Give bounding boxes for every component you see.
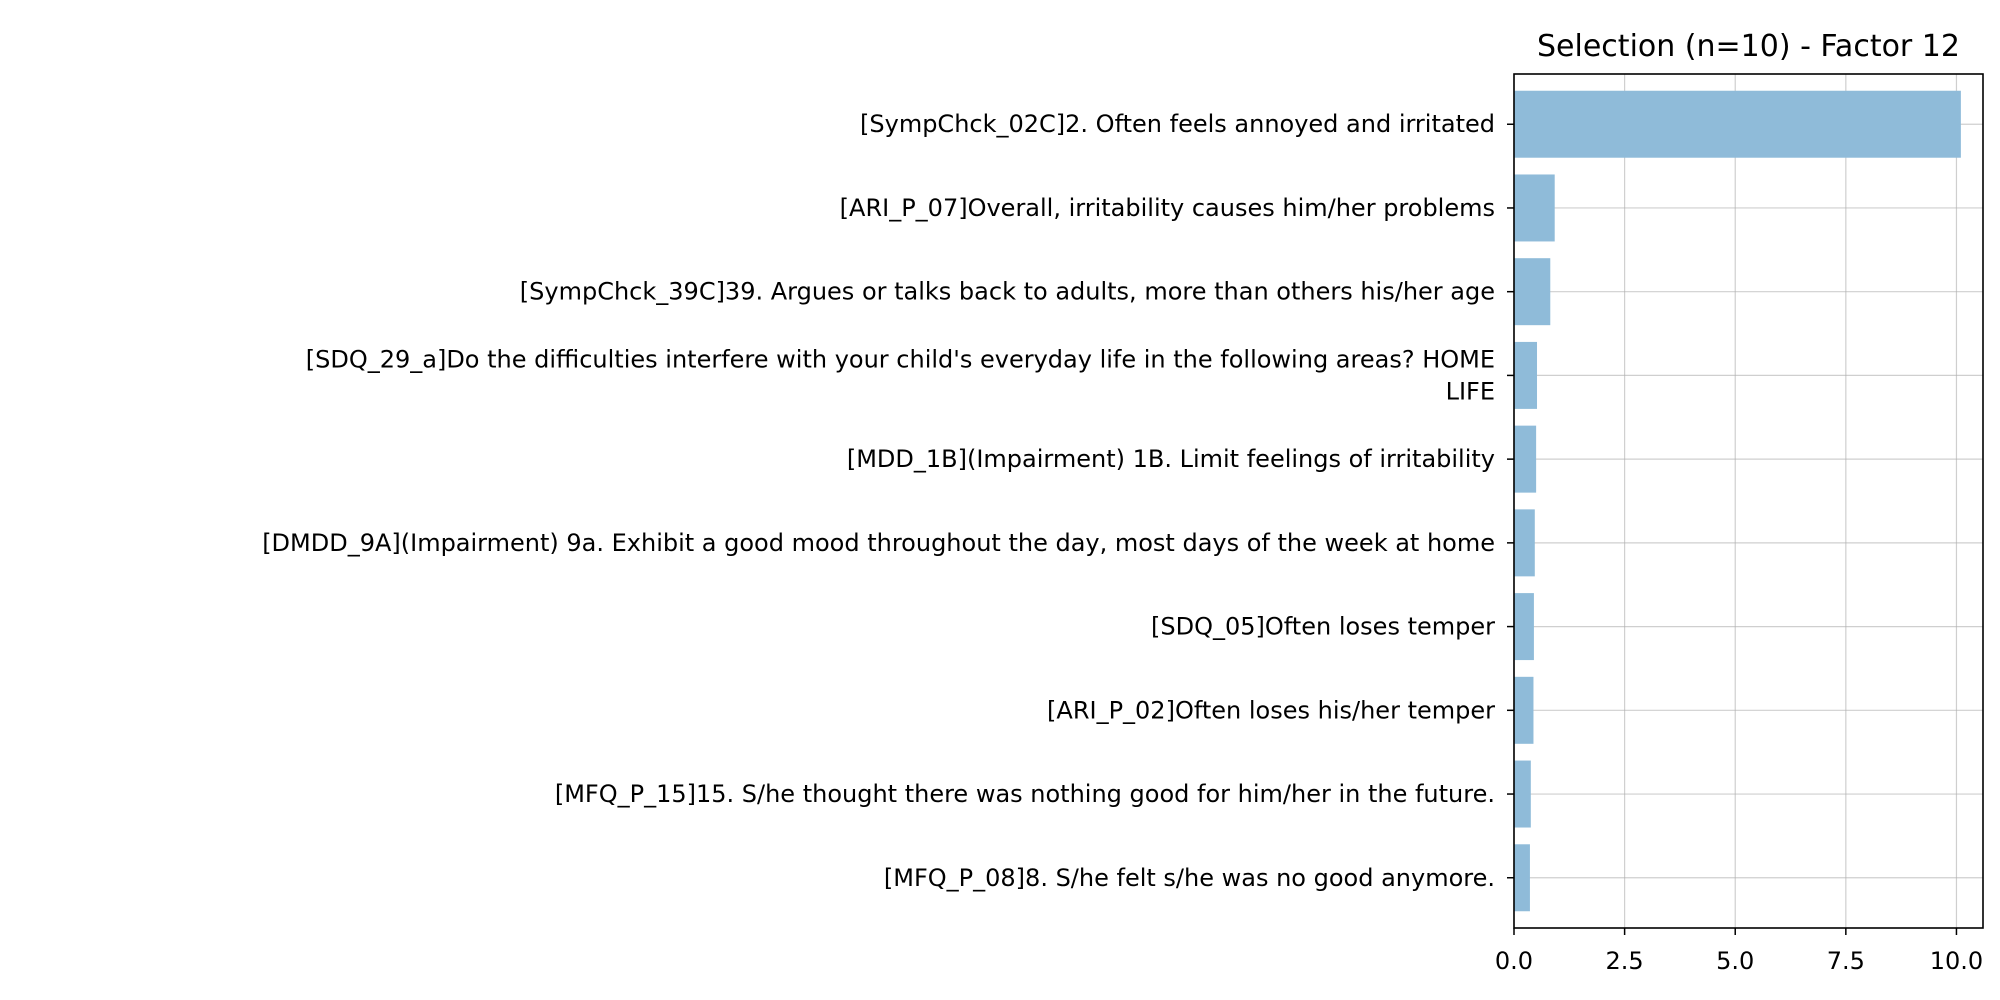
category-label: [ARI_P_07]Overall, irritability causes him/her problems — [839, 193, 1495, 222]
category-label: [ARI_P_02]Often loses his/her temper — [1047, 696, 1495, 725]
bar — [1514, 509, 1535, 576]
bar — [1514, 593, 1534, 660]
grid-layer — [1514, 74, 1983, 928]
category-label: [MFQ_P_08]8. S/he felt s/he was no good anymore. — [883, 863, 1495, 892]
bar — [1514, 342, 1537, 409]
category-label: LIFE — [1445, 377, 1495, 406]
bar — [1514, 426, 1536, 493]
bar — [1514, 677, 1533, 744]
category-label: [DMDD_9A](Impairment) 9a. Exhibit a good mood throughout the day, most days of the week at home — [262, 528, 1495, 557]
x-tick-label: 7.5 — [1826, 947, 1865, 975]
category-label: [MFQ_P_15]15. S/he thought there was nothing good for him/her in the future. — [554, 780, 1495, 809]
category-label: [SympChck_39C]39. Argues or talks back to adults, more than others his/her age — [519, 277, 1495, 306]
category-label: [SDQ_29_a]Do the difficulties interfere with your child's everyday life in the following areas? HOME — [305, 345, 1495, 374]
bar — [1514, 761, 1531, 828]
x-tick-label: 5.0 — [1716, 947, 1755, 975]
x-tick-label: 10.0 — [1929, 947, 1984, 975]
bar — [1514, 91, 1961, 158]
x-tick-label: 0.0 — [1494, 947, 1534, 975]
bar — [1514, 258, 1550, 325]
bars-layer — [1514, 91, 1961, 912]
category-label: [SDQ_05]Often loses temper — [1151, 612, 1495, 641]
x-tick-label: 2.5 — [1605, 947, 1644, 975]
chart-title: Selection (n=10) - Factor 12 — [1537, 29, 1960, 64]
axes-border — [1514, 74, 1983, 928]
axes-frame — [1514, 74, 1983, 928]
category-label: [MDD_1B](Impairment) 1B. Limit feelings of irritability — [846, 445, 1495, 474]
category-label: [SympChck_02C]2. Often feels annoyed and irritated — [860, 110, 1495, 139]
category-labels — [262, 110, 1495, 892]
bar — [1514, 174, 1555, 241]
x-axis-ticks — [1495, 124, 1983, 975]
bar — [1514, 844, 1530, 911]
